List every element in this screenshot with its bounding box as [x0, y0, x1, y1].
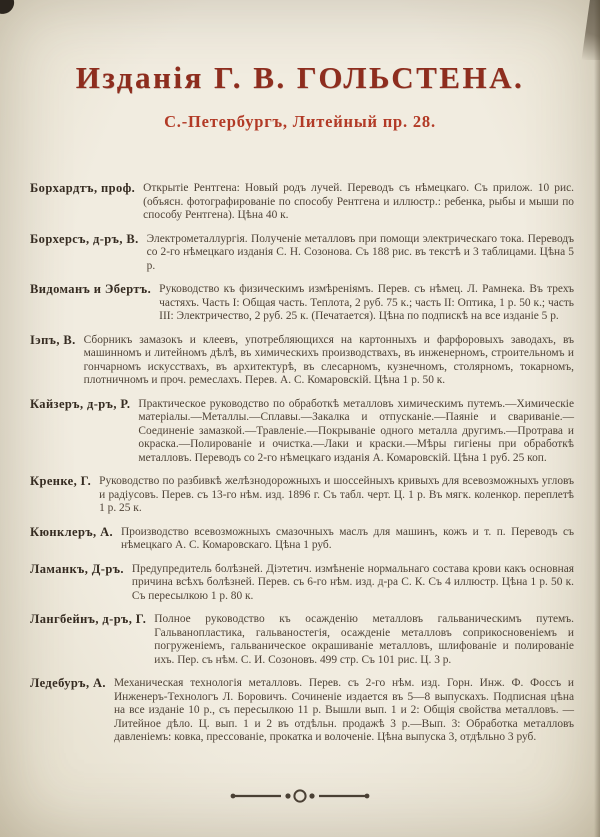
catalog-entry — [30, 613, 574, 667]
entry-author: Кренке, Г. — [30, 474, 92, 488]
catalog-entry — [30, 526, 574, 553]
catalog-entry — [30, 398, 574, 466]
entry-author: Видоманъ и Эбертъ. — [30, 282, 152, 296]
entry-description: Электрометаллургія. Полученіе металловъ при помощи электрическаго тока. Переводъ со 2-го нѣмецкаго изданія С. Н. Созонова. Съ 188 рис. въ текстѣ и 3 таблицами. Цѣна 5 р. — [146, 232, 574, 272]
header — [0, 0, 600, 132]
entry-description: Руководство къ физическимъ измѣреніямъ. Перев. съ нѣмец. Л. Рамнека. Въ трехъ частяхъ. Часть I: Общая часть. Теплота, 2 руб. 75 к.; часть II: Оптика, 1 р. 50 к.; часть III: Электричество, 2 руб. 25 к. (Печатается). Цѣна по подпискѣ на все изданіе 5 р. — [159, 283, 574, 322]
entry-description: Производство всевозможныхъ смазочныхъ маслъ для машинъ, кожъ и т. п. Переводъ съ нѣмецкаго А. С. Комаровскаго. Цѣна 1 руб. — [121, 525, 574, 551]
entry-description: Предупредитель болѣзней. Діэтетич. измѣненіе нормальнаго состава крови какъ основная причина всѣхъ болѣзней. Перев. съ 6-го нѣм. изд. д-ра С. К. Съ 4 иллюстр. Цѣна 1 р. 50 к. Съ пересылкою 1 р. 80 к. — [131, 562, 574, 602]
catalog-entry — [30, 563, 574, 604]
catalog-entries — [30, 182, 574, 745]
ornament-divider — [0, 787, 600, 805]
catalog-entry — [30, 233, 574, 274]
entry-description: Полное руководство къ осажденію металловъ гальваническимъ путемъ. Гальванопластика, гальваностегія, осажденіе металловъ соприкосновеніемъ и погруженіемъ, гальваническое окрашиваніе металловъ, шлифованіе и полированіе ихъ. Пер. съ нѣм. С. И. Созоновъ. 499 стр. Съ 101 рис. Ц. 3 р. — [154, 613, 574, 666]
entry-author: Ламанкъ, Д-ръ. — [30, 561, 124, 576]
entry-description: Механическая технологія металловъ. Перев. съ 2-го нѣм. изд. Горн. Инж. Ф. Фоссъ и Инженеръ-Технологъ Л. Боровичъ. Сочиненіе издается въ 5—8 выпускахъ. Подписная цѣна на все изданіе 10 р., съ пересылкою 11 р. Вышли вып. 1 и 2: Общія свойства металловъ. — Литейное дѣло. Ц. вып. 1 и 2 въ отдѣльн. продажѣ 3 р.—Вып. 3: Обработка металловъ давленіемъ: ковка, прессованіе, прокатка и волоченіе. Цѣна выпуска 3, отдѣльно 3 руб. — [113, 677, 574, 743]
catalog-entry — [30, 677, 574, 745]
entry-author: Кюнклеръ, А. — [30, 524, 114, 539]
scan-artifact-edge — [594, 0, 600, 837]
entry-description: Сборникъ замазокъ и клеевъ, употребляющихся на картонныхъ и фарфоровыхъ заводахъ, въ машинномъ и литейномъ дѣлѣ, въ химическихъ производствахъ, въ инженерномъ, строительномъ и гончарномъ искусствахъ, въ архитектурѣ, въ слесарномъ, кузнечномъ, столярномъ, токарномъ, плотничномъ и проч. ремеслахъ. Перев. А. С. Комаровскій. Цѣна 1 р. 50 к. — [83, 333, 574, 386]
entry-author: Ледебуръ, А. — [30, 676, 106, 690]
entry-author: Лангбейнъ, д-ръ, Г. — [30, 612, 147, 626]
catalog-entry — [30, 283, 574, 324]
catalog-entry — [30, 334, 574, 388]
entry-author: Борхардтъ, проф. — [30, 181, 136, 195]
entry-author: Борхерсъ, д-ръ, В. — [30, 231, 139, 246]
entry-description: Руководство по разбивкѣ желѣзнодорожныхъ и шоссейныхъ кривыхъ для всевозможныхъ угловъ и радіусовъ. Перев. съ 13-го нѣм. изд. 1896 г. Съ табл. черт. Ц. 1 р. Въ мягк. коленкор. переплетѣ 1 р. 25 к. — [99, 475, 574, 514]
entry-author: Іэпъ, В. — [30, 332, 76, 347]
ornament-divider-icon — [225, 788, 375, 804]
catalog-entry — [30, 182, 574, 223]
publisher-address: С.-Петербургъ, Литейный пр. 28. — [164, 112, 436, 131]
page-title: Изданія Г. В. ГОЛЬСТЕНА. — [75, 60, 525, 95]
catalog-entry — [30, 475, 574, 516]
entry-description: Открытіе Рентгена: Новый родъ лучей. Переводъ съ нѣмецкаго. Съ прилож. 10 рис. (объясн. фотографированіе по способу Рентгена и иллюстр.: ребенка, рыбы и мыши по способу Рентгена). Цѣна 40 к. — [143, 182, 574, 221]
entry-author: Кайзеръ, д-ръ, Р. — [30, 396, 131, 411]
entry-description: Практическое руководство по обработкѣ металловъ химическимъ путемъ.—Химическіе матеріалы.—Металлы.—Сплавы.—Закалка и отпусканіе.—Паяніе и свариваніе.—Соединеніе замазкой.—Травленіе.—Покрываніе одного металла другимъ.—Протрава и окраска.—Полированіе и очистка.—Лаки и краски.—Мѣры гигіены при обработкѣ металловъ. Переводъ со 2-го нѣмецкаго изданія А. Комаровскій. Цѣна 1 руб. 25 коп. — [138, 397, 574, 464]
